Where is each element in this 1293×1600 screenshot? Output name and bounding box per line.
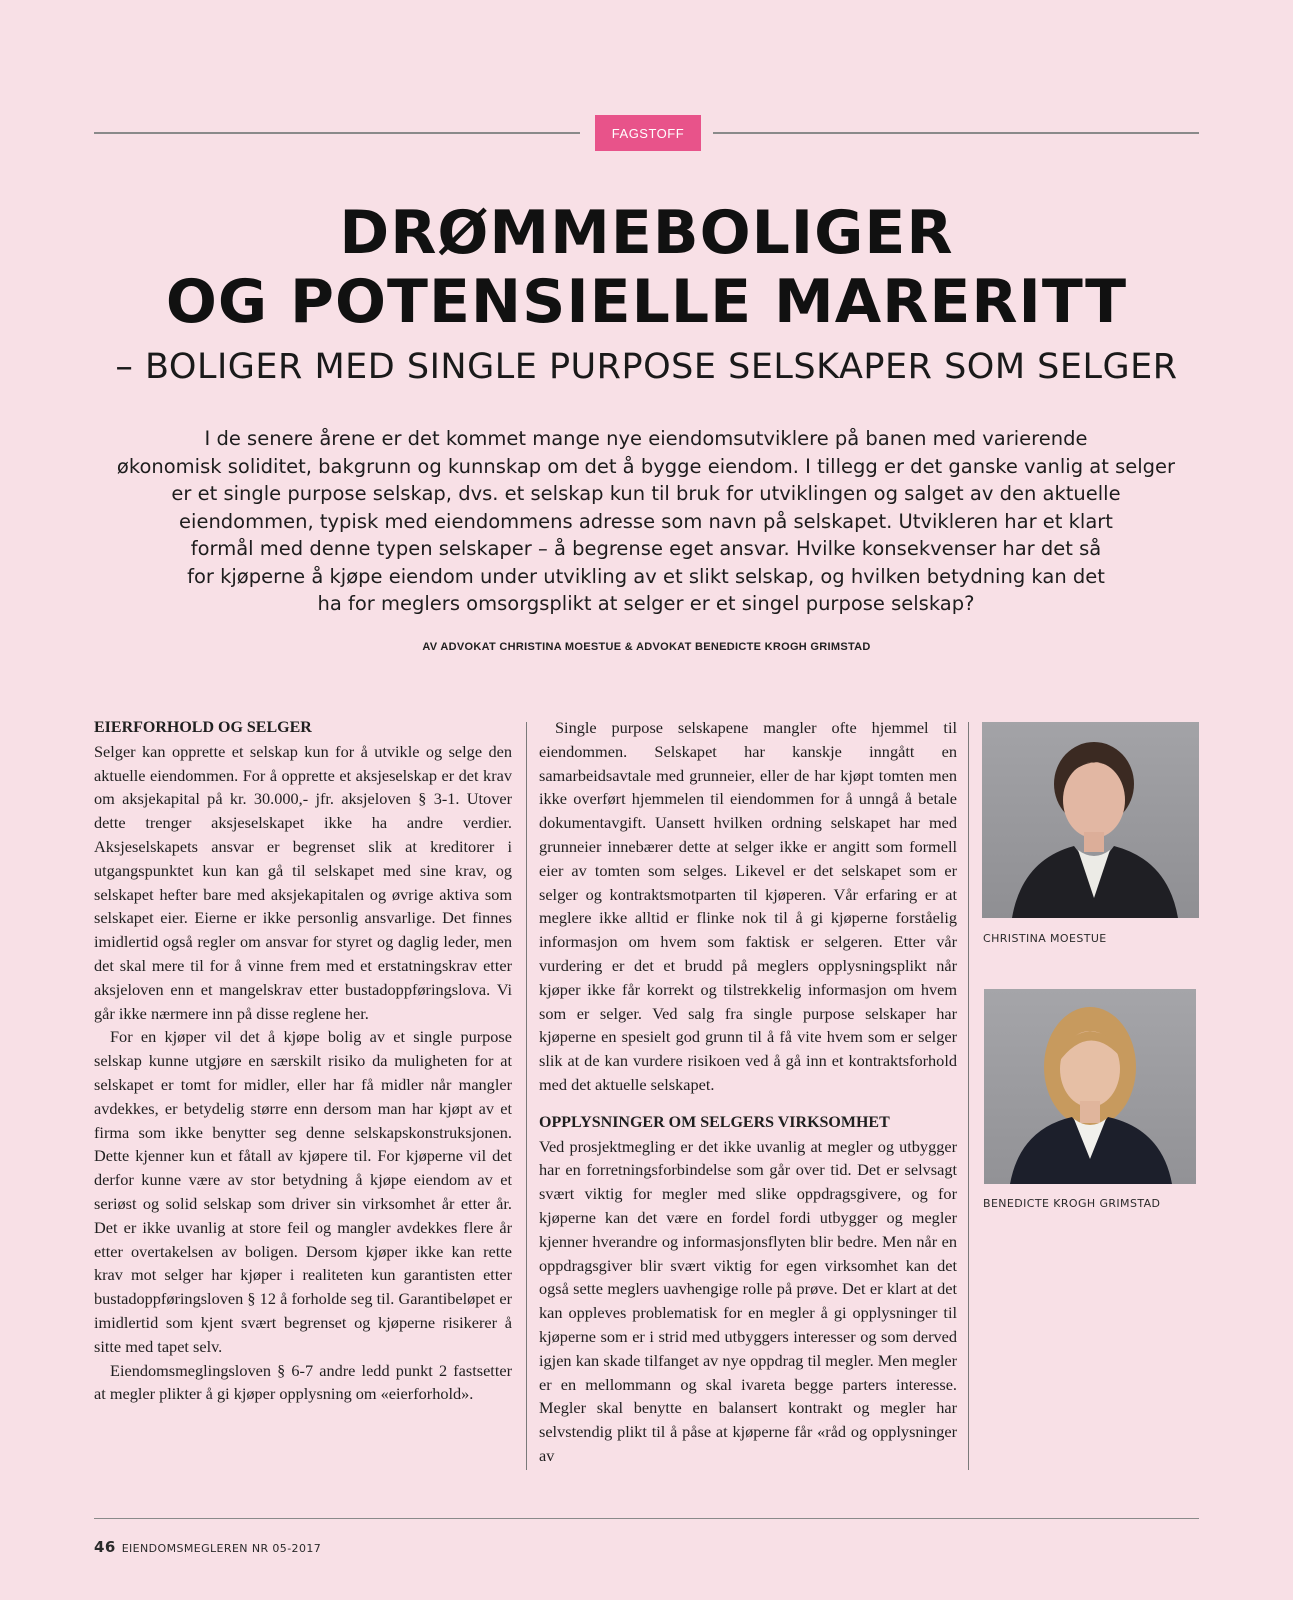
lead-line: økonomisk soliditet, bakgrunn og kunnskap om det å bygge eiendom. I tillegg er det ganske vanlig at selger (116, 454, 1176, 478)
lead-line: I de senere årene er det kommet mange nye eiendomsutviklere på banen med varierende (204, 427, 1088, 450)
column-divider (526, 722, 527, 1470)
lead-line: ha for meglers omsorgsplikt at selger er et singel purpose selskap? (317, 592, 975, 615)
column-divider (968, 722, 969, 1470)
photo-caption: CHRISTINA MOESTUE (983, 932, 1107, 945)
lead-line: er et single purpose selskap, dvs. et selskap kun til bruk for utviklingen og salget av den aktuelle (171, 482, 1121, 505)
header-rule-left (94, 132, 580, 134)
article-subtitle: – BOLIGER MED SINGLE PURPOSE SELSKAPER SOM SELGER (115, 347, 1178, 387)
lead-line: for kjøperne å kjøpe eiendom under utvikling av et slikt selskap, og hvilken betydning kan det (187, 564, 1105, 588)
author-photo-benedicte (984, 989, 1196, 1184)
article-title-line-1: DRØMMEBOLIGER (339, 198, 954, 268)
portrait-illustration (984, 989, 1196, 1184)
article-title-line-2: OG POTENSIELLE MARERITT (165, 267, 1128, 337)
body-paragraph: Ved prosjektmegling er det ikke uvanlig at megler og utbygger har en forretningsforbindelse som går over tid. Det er selvsagt svært viktig for megler med slike oppdragsgivere, og for kjøperne kan det være en fordel fordi utbygger og megler kjenner hverandre og informasjonsflyten blir bedre. Men når en oppdragsgiver blir svært viktig for egen virksomhet kan det også sette meglers uavhengige rolle på prøve. Det er klart at det kan oppleves problematisk for en megler å gi opplysninger til kjøperne som er i strid med utbyggers interesser og som derved igjen kan skade tilfanget av nye oppdrag til megler. Men megler er en mellommann og skal ivareta begge parters interesse. Megler skal benytte en balansert kontrakt og megler har selvstendig plikt til å påse at kjøperne får «råd og opplysninger av (539, 1136, 957, 1465)
lead-line: formål med denne typen selskaper – å begrense eget ansvar. Hvilke konsekvenser har det så (190, 537, 1102, 560)
body-paragraph: Single purpose selskapene mangler ofte hjemmel til eiendommen. Selskapet har kanskje inngått en samarbeidsavtale med grunneier, eller de har kjøpt tomten men ikke overført hjemmelen til eiendommen for å unngå å betale dokumentavgift. Uansett hvilken ordning selskapet har med grunneier innebærer dette at selger ikke er angitt som formell eier av tomten som selges. Likevel er det selskapet som er selger og kontraktsmotparten til kjøperen. Vår erfaring er at meglere ikke alltid er flinke nok til å gi kjøperne forståelig informasjon om hvem som faktisk er selgeren. Etter vår vurdering er det et brudd på meglers opplysningsplikt når kjøper ikke får korrekt og tilstrekkelig informasjon om hvem som er selger. Ved salg fra single purpose selskaper har kjøperne en spesielt god grunn til å få vite hvem som er selger slik at de kan vurdere risikoen ved å gå inn et kontraktsforhold med det aktuelle selskapet. (539, 718, 957, 1094)
byline: AV ADVOKAT CHRISTINA MOESTUE & ADVOKAT BENEDICTE KROGH GRIMSTAD (422, 641, 871, 653)
page-footer (94, 1538, 321, 1556)
photo-caption: BENEDICTE KROGH GRIMSTAD (983, 1197, 1161, 1210)
body-paragraph: For en kjøper vil det å kjøpe bolig av et single purpose selskap kunne utgjøre en særskilt risiko da muligheten for at selskapet er tomt for midler, eller har få midler når mangler avdekkes, er betydelig større enn dersom man har kjøpt av et firma som ikke benytter seg denne selskapskonstruksjonen. Dette kjenner kun et fåtall av kjøpere til. For kjøperne vil det derfor kunne være av stor betydning å kjøpe eiendom av et seriøst og solid selskap som driver sin virksomhet år etter år. Det er ikke uvanlig at store feil og mangler avdekkes flere år etter overtakelsen av boligen. Dersom kjøper ikke kan rette krav mot selger har kjøper i realiteten kun garantisten etter bustadoppføringsloven § 12 å forholde seg til. Garantibeløpet er imidlertid som kjent svært begrenset og kjøperne risikerer å sitte med tapet selv. (94, 1027, 512, 1356)
footer-rule (94, 1518, 1199, 1519)
body-column-1 (94, 716, 512, 1406)
body-paragraph: Selger kan opprette et selskap kun for å utvikle og selge den aktuelle eiendommen. For å opprette et aksjeselskap er det krav om aksjekapital på kr. 30.000,- jfr. aksjeloven § 3-1. Utover dette trenger aksjeselskapet ikke ha andre verdier. Aksjeselskapets ansvar er begrenset slik at kreditorer i utgangspunktet kun kan gå til selskapet med sine krav, og selskapet hefter bare med aksjekapitalen og øvrige aktiva som selskapet eier. Eierne er ikke personlig ansvarlige. Det finnes imidlertid også regler om ansvar for styret og daglig leder, men det skal mere til for å vinne frem med et erstatningskrav etter aksjeloven enn et mangelskrav etter bustadoppføringslova. Vi går ikke nærmere inn på disse reglene her. (94, 741, 512, 1023)
portrait-illustration (982, 722, 1199, 918)
page-number: 46 (94, 1538, 116, 1556)
section-tag: FAGSTOFF (595, 115, 701, 151)
lead-paragraph (96, 425, 1196, 618)
publication-name: EIENDOMSMEGLEREN NR 05-2017 (121, 1542, 322, 1555)
section-heading: EIERFORHOLD OG SELGER (94, 719, 312, 736)
body-column-2 (539, 716, 957, 1468)
section-heading: OPPLYSNINGER OM SELGERS VIRKSOMHET (539, 1113, 890, 1131)
header-rule-right (713, 132, 1199, 134)
body-paragraph: Eiendomsmeglingsloven § 6-7 andre ledd punkt 2 fastsetter at megler plikter å gi kjøper opplysning om «eierforhold». (94, 1360, 512, 1404)
lead-line: eiendommen, typisk med eiendommens adresse som navn på selskapet. Utvikleren har et klart (179, 509, 1113, 533)
author-photo-christina (982, 722, 1199, 918)
